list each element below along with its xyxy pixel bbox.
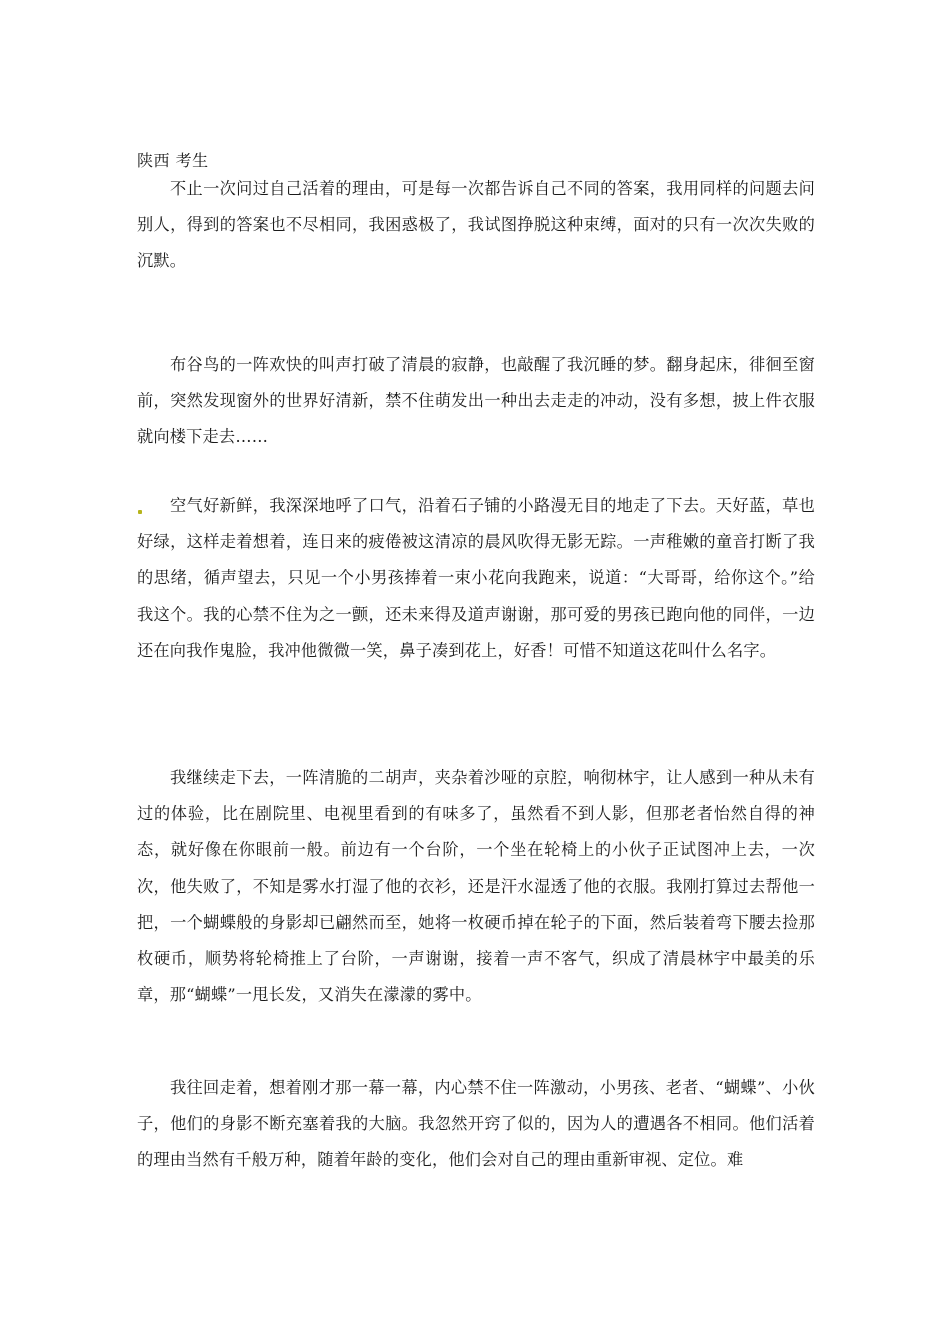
paragraph-2: 布谷鸟的一阵欢快的叫声打破了清晨的寂静，也敲醒了我沉睡的梦。翻身起床，徘徊至窗前，突然发现窗外的世界好清新，禁不住萌发出一种出去走走的冲动，没有多想，披上件衣服就向楼下走去…… (137, 355, 815, 447)
paragraph-3: 空气好新鲜，我深深地呼了口气，沿着石子铺的小路漫无目的地走了下去。天好蓝，草也好绿，这样走着想着，连日来的疲倦被这清凉的晨风吹得无影无踪。一声稚嫩的童音打断了我的思绪，循声望去，只见一个小男孩捧着一束小花向我跑来，说道：“大哥哥，给你这个。”给我这个。我的心禁不住为之一颤，还未来得及道声谢谢，那可爱的男孩已跑向他的同伴，一边还在向我作鬼脸，我冲他微微一笑，鼻子凑到花上，好香！可惜不知道这花叫什么名字。 (137, 496, 815, 660)
paragraph-4: 我继续走下去，一阵清脆的二胡声，夹杂着沙哑的京腔，响彻林宇，让人感到一种从未有过的体验，比在剧院里、电视里看到的有味多了，虽然看不到人影，但那老者怡然自得的神态，就好像在你眼前一般。前边有一个台阶，一个坐在轮椅上的小伙子正试图冲上去，一次次，他失败了，不知是雾水打湿了他的衣衫，还是汗水湿透了他的衣服。我刚打算过去帮他一把，一个蝴蝶般的身影却已翩然而至，她将一枚硬币掉在轮子的下面，然后装着弯下腰去捡那枚硬币，顺势将轮椅推上了台阶，一声谢谢，接着一声不客气，织成了清晨林宇中最美的乐章，那“蝴蝶”一甩长发，又消失在濛濛的雾中。 (137, 768, 815, 1005)
paragraph-1: 不止一次问过自己活着的理由，可是每一次都告诉自己不同的答案，我用同样的问题去问别人，得到的答案也不尽相同，我困惑极了，我试图挣脱这种束缚，面对的只有一次次失败的沉默。 (137, 179, 815, 271)
paragraph-5: 我往回走着，想着刚才那一幕一幕，内心禁不住一阵激动，小男孩、老者、“蝴蝶”、小伙子，他们的身影不断充塞着我的大脑。我忽然开窍了似的，因为人的遭遇各不相同。他们活着的理由当然有千般万种，随着年龄的变化，他们会对自己的理由重新审视、定位。难 (137, 1078, 815, 1170)
author-line: 陕西 考生 (137, 151, 209, 170)
